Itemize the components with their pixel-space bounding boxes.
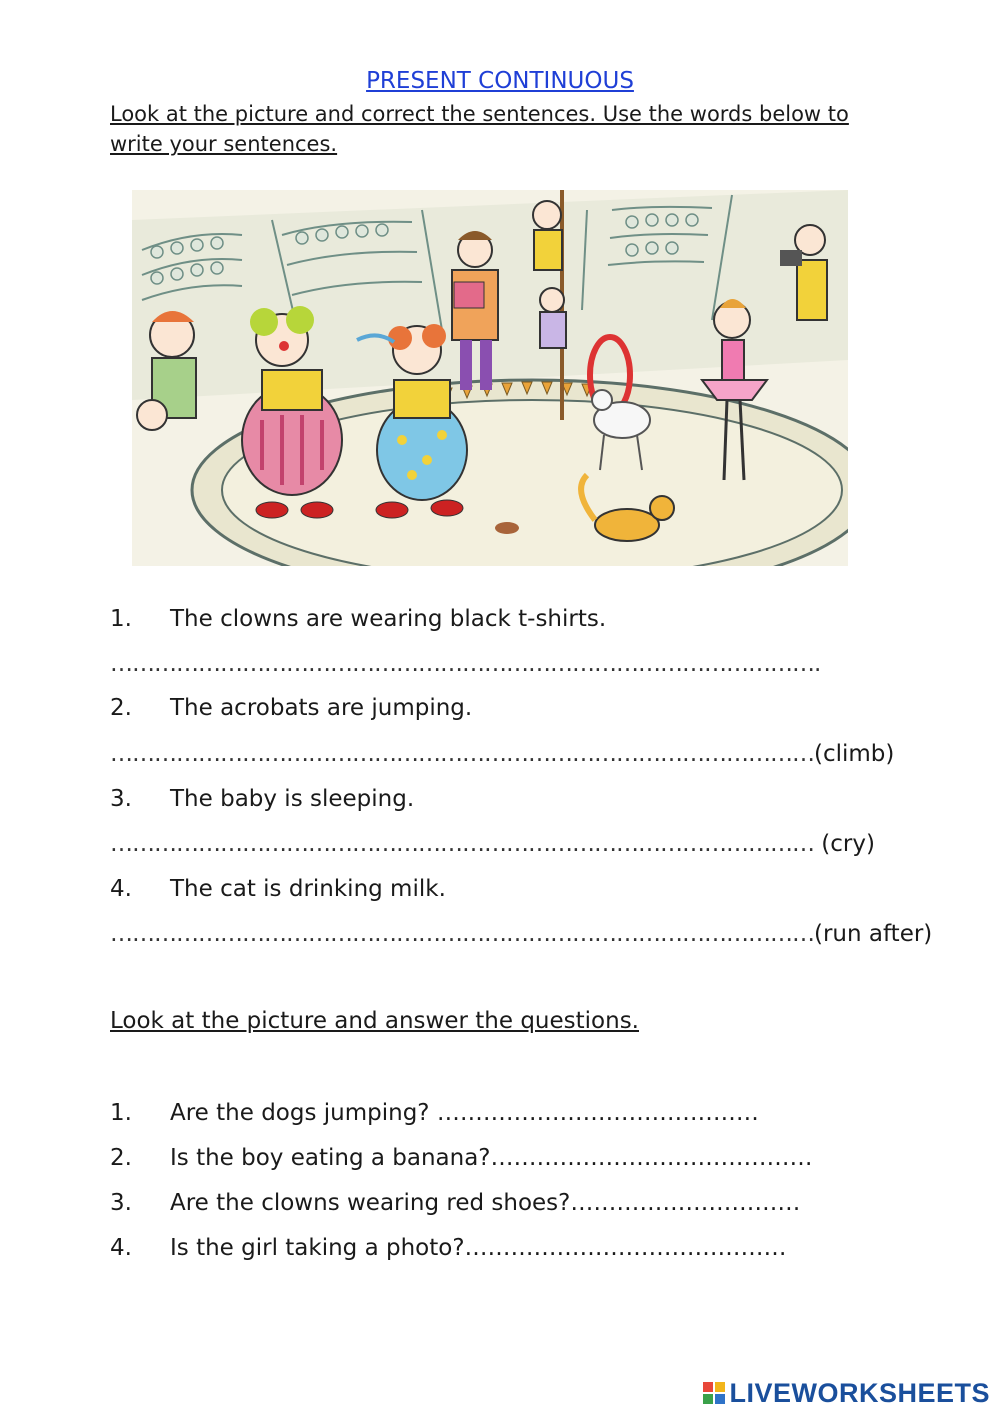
exercise1-item-3: 3. The baby is sleeping.	[110, 786, 415, 812]
answer-line-4[interactable]: ……………………………………………………………………………………(run after)	[110, 921, 933, 947]
question-4[interactable]: 4. Is the girl taking a photo?……………………………………	[110, 1235, 787, 1261]
exercise1-item-4: 4. The cat is drinking milk.	[110, 876, 446, 902]
answer-line-2[interactable]: ……………………………………………………………………………………(climb)	[110, 741, 895, 767]
hint: (cry)	[814, 831, 875, 857]
exercise1-item-2: 2. The acrobats are jumping.	[110, 695, 473, 721]
sentence: The clowns are wearing black t-shirts.	[170, 606, 607, 632]
liveworksheets-logo-icon	[703, 1382, 725, 1404]
sentence: The cat is drinking milk.	[170, 876, 446, 902]
hint: (climb)	[814, 741, 895, 767]
brand-name: LIVEWORKSHEETS	[729, 1377, 990, 1408]
answer-line-3[interactable]: …………………………………………………………………………………… (cry)	[110, 831, 875, 857]
hint: (run after)	[814, 921, 933, 947]
exercise1-item-1: 1. The clowns are wearing black t-shirts.	[110, 606, 607, 632]
sentence: The baby is sleeping.	[170, 786, 415, 812]
liveworksheets-logo	[703, 1378, 990, 1408]
question-2[interactable]: 2. Is the boy eating a banana?……………………………………	[110, 1145, 813, 1171]
worksheet-title: PRESENT CONTINUOUS	[366, 68, 634, 94]
answer-line-1[interactable]: …………………………………………………………………………………….	[110, 651, 821, 677]
instruction-text: Look at the picture and correct the sentences. Use the words below to write your sentences.	[110, 102, 849, 156]
circus-illustration	[132, 190, 848, 566]
sentence: The acrobats are jumping.	[170, 695, 473, 721]
question-3[interactable]: 3. Are the clowns wearing red shoes?…………………………	[110, 1190, 801, 1216]
question-1[interactable]: 1. Are the dogs jumping? ……………………………………	[110, 1100, 759, 1126]
instruction-2: Look at the picture and answer the questions.	[110, 1008, 639, 1034]
